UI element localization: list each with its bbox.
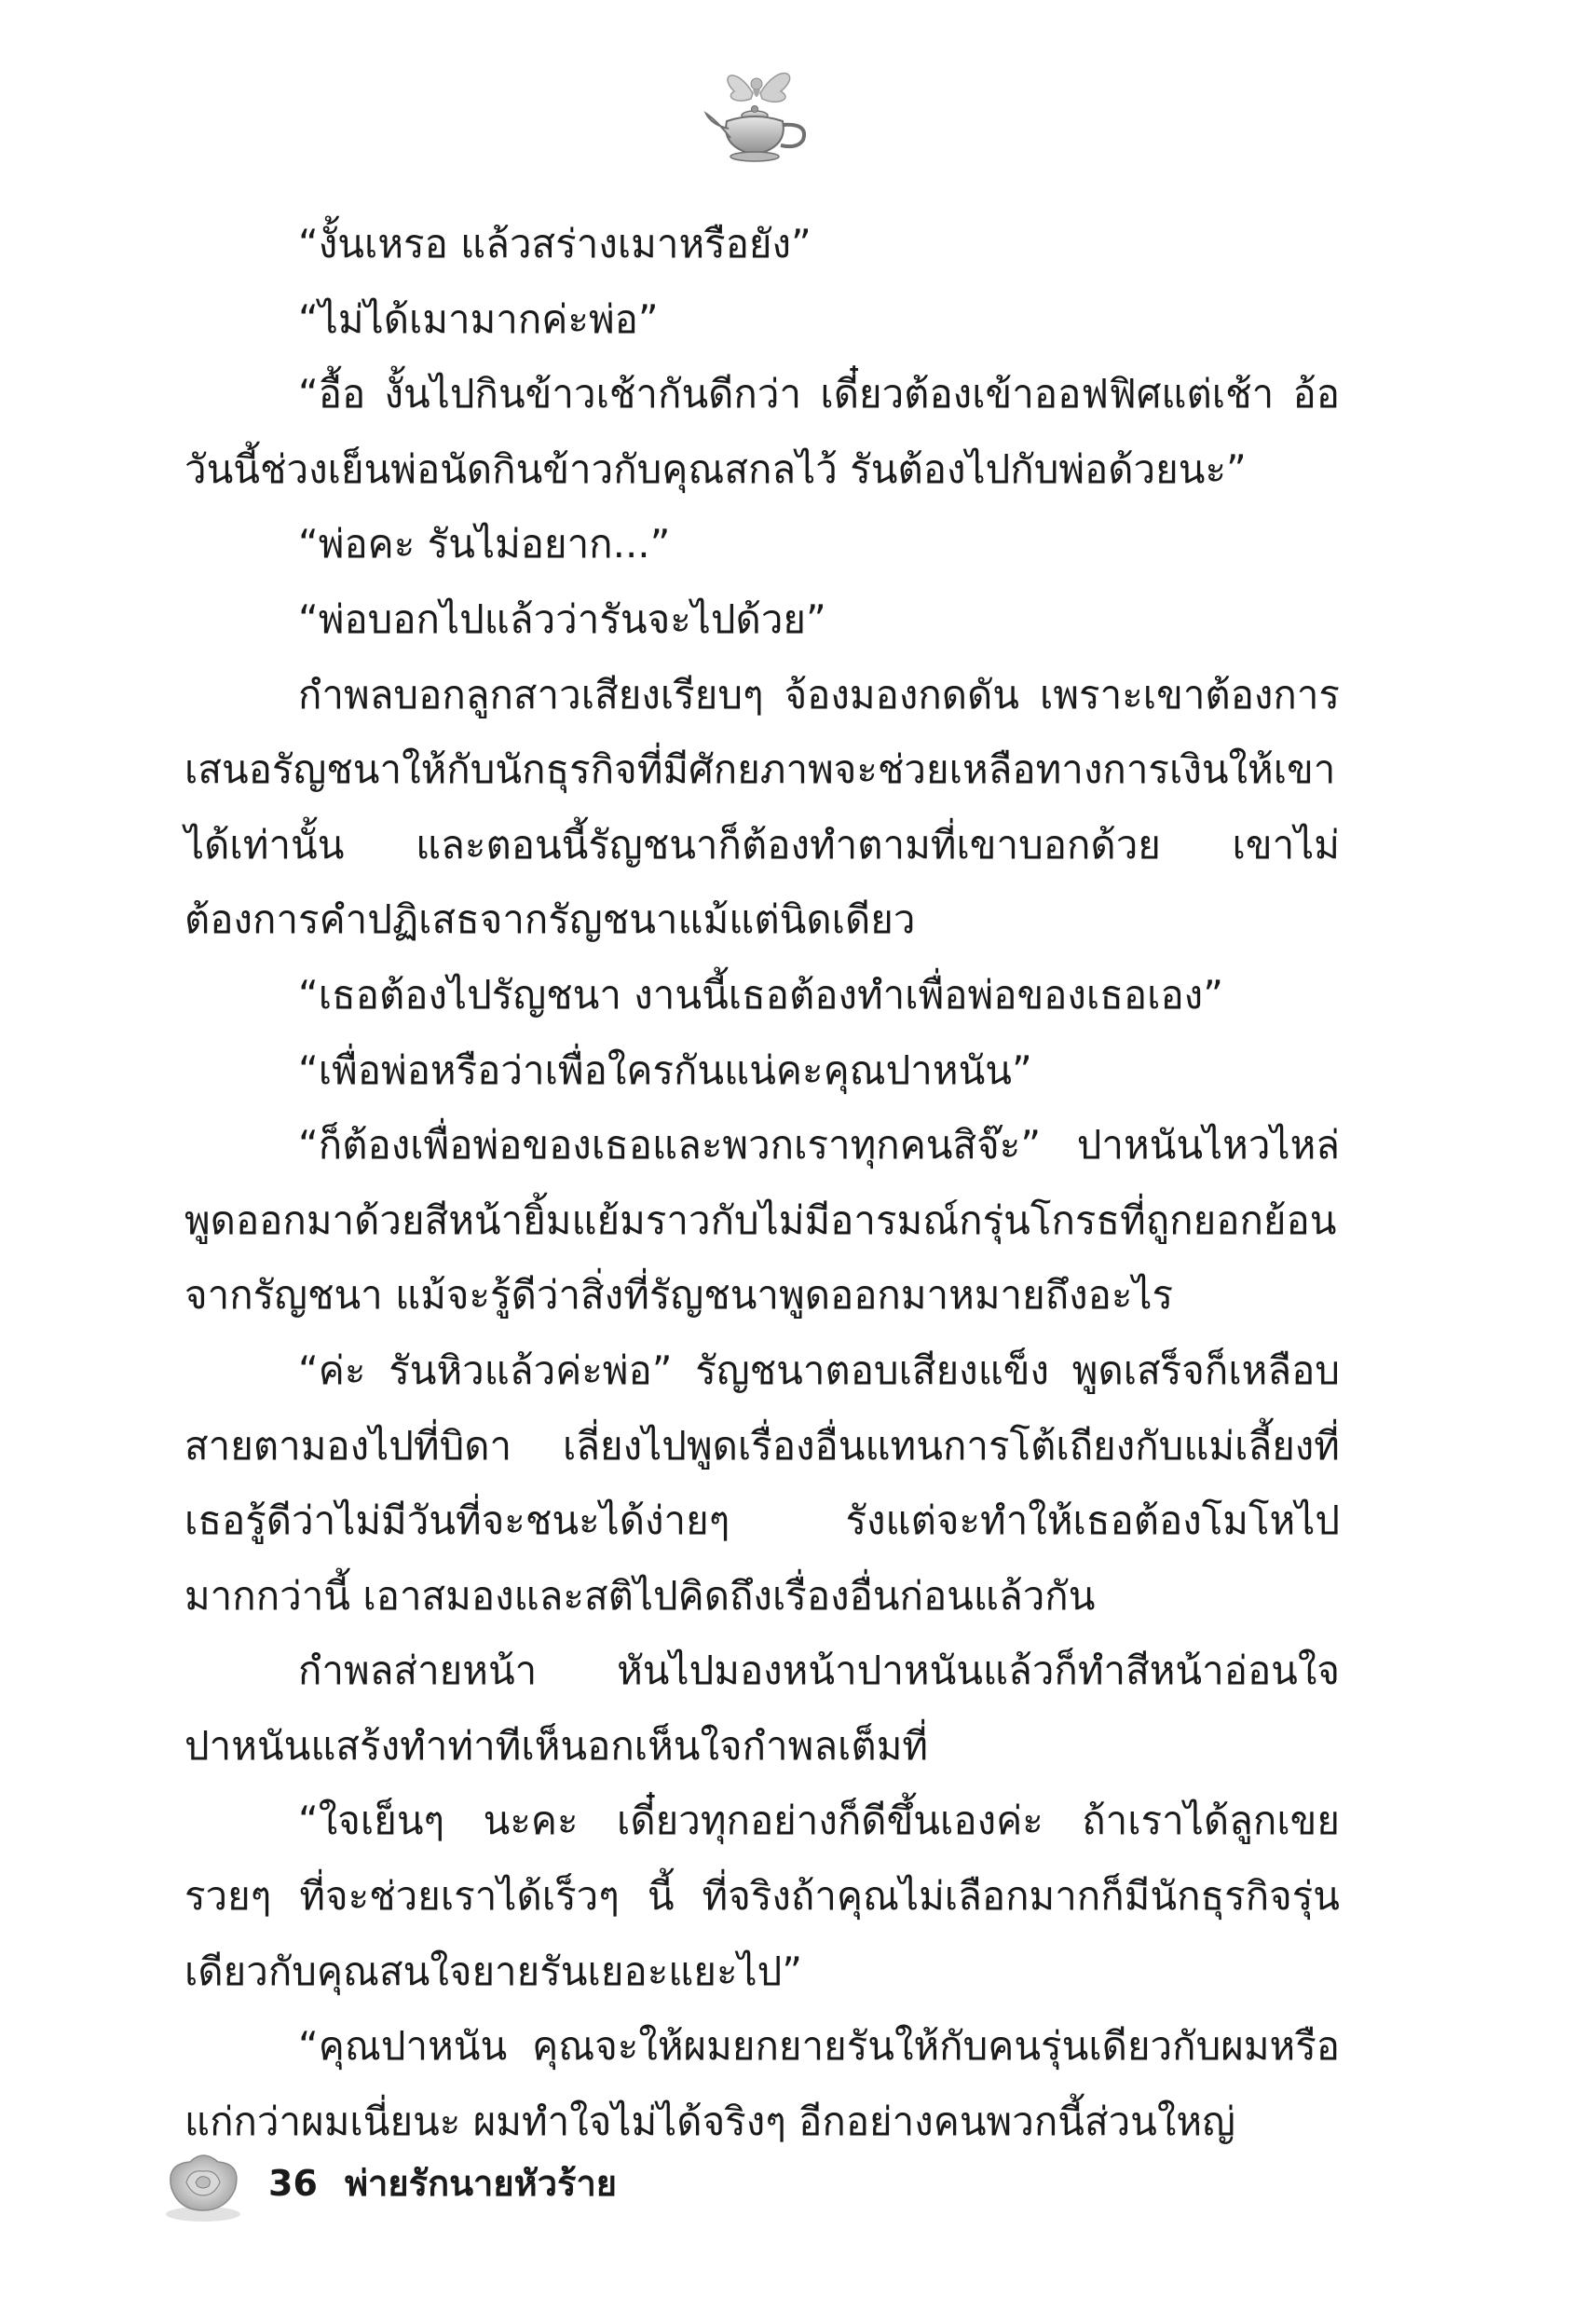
paragraph: “เพื่อพ่อหรือว่าเพื่อใครกันแน่คะคุณปาหนัน” — [298, 1046, 1032, 1093]
paragraph: กำพลส่ายหน้า หันไปมองหน้าปาหนันแล้วก็ทำสีหน้าอ่อนใจ ปาหนันแสร้งทำท่าทีเห็นอกเห็นใจกำพลเต็มที่ — [184, 1648, 1340, 1769]
book-title: พ่ายรักนายหัวร้าย — [345, 2163, 618, 2204]
page-number: 36 — [268, 2163, 318, 2204]
paragraph: “ไม่ได้เมามากค่ะพ่อ” — [298, 295, 659, 342]
paragraph: “ใจเย็นๆ นะคะ เดี๋ยวทุกอย่างก็ดีขึ้นเองค่ะ ถ้าเราได้ลูกเขยรวยๆ ที่จะช่วยเราได้เร็วๆ นี้ ที่จริงถ้าคุณไม่เลือกมากก็มีนักธุรกิจรุ่นเดียวกับคุณสนใจยายรันเยอะแยะไป” — [184, 1798, 1340, 1994]
paragraph: “พ่อคะ รันไม่อยาก...” — [298, 521, 671, 567]
paragraph: “ค่ะ รันหิวแล้วค่ะพ่อ” รัญชนาตอบเสียงแข็ง พูดเสร็จก็เหลือบสายตามองไปที่บิดา เลี่ยงไปพูดเรื่องอื่นแทนการโต้เถียงกับแม่เลี้ยงที่เธอรู้ดีว่าไม่มีวันที่จะชนะได้ง่ายๆ รังแต่จะทำให้เธอต้องโมโหไปมากกว่านี้ เอาสมองและสติไปคิดถึงเรื่องอื่นก่อนแล้วกัน — [184, 1347, 1340, 1619]
rose-icon — [158, 2141, 248, 2225]
paragraph: “งั้นเหรอ แล้วสร่างเมาหรือยัง” — [298, 221, 812, 267]
story-text — [184, 207, 1340, 2159]
page-footer — [158, 2141, 904, 2225]
paragraph: “อื้อ งั้นไปกินข้าวเช้ากันดีกว่า เดี๋ยวต้องเข้าออฟฟิศแต่เช้า อ้อ วันนี้ช่วงเย็นพ่อนัดกินข้าวกับคุณสกลไว้ รันต้องไปกับพ่อด้วยนะ” — [184, 371, 1340, 492]
paragraph: “พ่อบอกไปแล้วว่ารันจะไปด้วย” — [298, 595, 826, 642]
teapot-ornament-icon — [699, 56, 820, 168]
paragraph: “ก็ต้องเพื่อพ่อของเธอและพวกเราทุกคนสิจ๊ะ” ปาหนันไหวไหล่ พูดออกมาด้วยสีหน้ายิ้มแย้มราวกับไม่มีอารมณ์กรุ่นโกรธที่ถูกยอกย้อนจากรัญชนา แม้จะรู้ดีว่าสิ่งที่รัญชนาพูดออกมาหมายถึงอะไร — [184, 1122, 1340, 1319]
paragraph: กำพลบอกลูกสาวเสียงเรียบๆ จ้องมองกดดัน เพราะเขาต้องการเสนอรัญชนาให้กับนักธุรกิจที่มีศักยภาพจะช่วยเหลือทางการเงินให้เขาได้เท่านั้น และตอนนี้รัญชนาก็ต้องทำตามที่เขาบอกด้วย เขาไม่ต้องการคำปฏิเสธจากรัญชนาแม้แต่นิดเดียว — [184, 671, 1340, 943]
paragraph: “คุณปาหนัน คุณจะให้ผมยกยายรันให้กับคนรุ่นเดียวกับผมหรือแก่กว่าผมเนี่ยนะ ผมทำใจไม่ได้จริงๆ อีกอย่างคนพวกนี้ส่วนใหญ่ — [184, 2023, 1340, 2144]
paragraph: “เธอต้องไปรัญชนา งานนี้เธอต้องทำเพื่อพ่อของเธอเอง” — [298, 971, 1223, 1018]
